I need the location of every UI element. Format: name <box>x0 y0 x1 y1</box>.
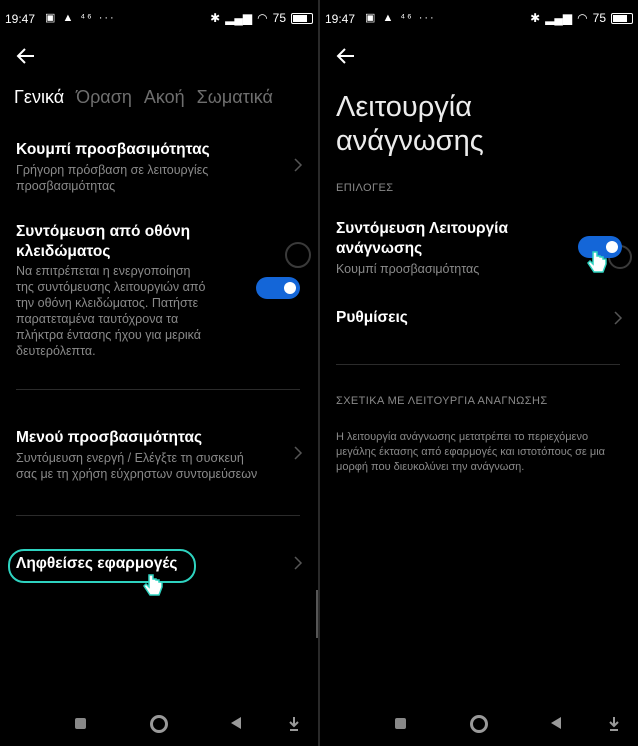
divider <box>16 515 300 516</box>
lockscreen-shortcut-title-1: Συντόμευση από οθόνη <box>16 223 191 240</box>
system-icons <box>530 11 633 25</box>
navigation-bar <box>320 710 638 738</box>
chevron-right-icon <box>292 157 304 173</box>
about-line-2: μεγάλης έκτασης από εφαρμογές και ιστοτόπους σε μια <box>336 446 606 458</box>
about-line-1: Η λειτουργία ανάγνωσης μετατρέπει το περιεχόμενο <box>336 431 589 443</box>
tab-hearing[interactable]: Ακοή <box>143 87 185 107</box>
page-title-line-2: ανάγνωσης <box>336 125 484 157</box>
about-description <box>336 430 626 475</box>
options-header: ΕΠΙΛΟΓΕΣ <box>336 182 394 194</box>
page-title-line-1: Λειτουργία <box>336 91 472 123</box>
lockscreen-shortcut-toggle[interactable] <box>256 277 300 299</box>
signal-icon: ▂▄▆ <box>545 11 573 25</box>
recents-icon[interactable] <box>75 718 86 729</box>
battery-icon <box>291 13 313 24</box>
accessibility-button-subtitle-2: προσβασιμότητας <box>16 179 116 193</box>
tab-vision[interactable]: Όραση <box>76 87 132 107</box>
page-title <box>336 90 484 158</box>
about-line-3: μορφή που διευκολύνει την ανάγνωση. <box>336 461 525 473</box>
battery-icon <box>611 13 633 24</box>
tab-general[interactable]: Γενικά <box>14 87 65 107</box>
signal-icon: ▂▄▆ <box>225 11 253 25</box>
lockscreen-desc-4: παρατεταμένα ταυτόχρονα τα <box>16 312 179 326</box>
lockscreen-desc-3: την οθόνη κλειδώματος. Πατήστε <box>16 296 199 310</box>
shortcut-subtitle: Κουμπί προσβασιμότητας <box>336 262 480 276</box>
wifi-icon: ◠ <box>577 11 588 25</box>
pointer-hand-icon <box>142 573 164 599</box>
notification-icons: ▣ ▲ ⁴⁶ ··· <box>365 12 436 24</box>
accessibility-menu-subtitle-2: σας με τη χρήση εύχρηστων συντομεύσεων <box>16 467 258 481</box>
home-icon[interactable] <box>150 715 168 733</box>
status-time: 19:47 <box>5 12 36 26</box>
divider <box>16 389 300 390</box>
settings-label: Ρυθμίσεις <box>336 309 408 326</box>
back-arrow-icon[interactable] <box>334 44 358 68</box>
chevron-right-icon <box>612 310 624 326</box>
status-bar <box>0 10 318 30</box>
toggle-knob <box>284 282 296 294</box>
pointer-hand-icon <box>586 250 608 276</box>
shortcut-title-2: ανάγνωσης <box>336 240 423 257</box>
shortcut-title-1: Συντόμευση Λειτουργία <box>336 220 509 237</box>
category-tabs <box>14 87 273 108</box>
home-icon[interactable] <box>470 715 488 733</box>
back-nav-icon[interactable] <box>550 716 562 730</box>
battery-level: 75 <box>272 11 286 25</box>
right-screen <box>320 0 638 746</box>
navigation-bar <box>0 710 318 738</box>
accessibility-menu-subtitle-1: Συντόμευση ενεργή / Ελέγξτε τη συσκευή <box>16 451 244 465</box>
lockscreen-desc-5: πλήκτρα έντασης ήχου για μερικά <box>16 328 201 342</box>
lockscreen-shortcut-title-2: κλειδώματος <box>16 243 111 260</box>
chevron-right-icon <box>292 555 304 571</box>
left-screen <box>0 0 318 746</box>
bluetooth-icon: ✱ <box>530 11 541 25</box>
back-arrow-icon[interactable] <box>14 44 38 68</box>
download-icon[interactable] <box>608 716 620 732</box>
notification-icons: ▣ ▲ ⁴⁶ ··· <box>45 12 116 24</box>
recents-icon[interactable] <box>395 718 406 729</box>
accessibility-button-title: Κουμπί προσβασιμότητας <box>16 141 210 158</box>
system-icons <box>210 11 313 25</box>
downloaded-apps-title: Ληφθείσες εφαρμογές <box>16 555 178 572</box>
download-icon[interactable] <box>288 716 300 732</box>
divider <box>336 364 620 365</box>
lockscreen-desc-1: Να επιτρέπεται η ενεργοποίηση <box>16 264 191 278</box>
back-nav-icon[interactable] <box>230 716 242 730</box>
status-bar <box>320 10 638 30</box>
about-header: ΣΧΕΤΙΚΑ ΜΕ ΛΕΙΤΟΥΡΓΙΑ ΑΝΑΓΝΩΣΗΣ <box>336 395 548 407</box>
accessibility-button-subtitle-1: Γρήγορη πρόσβαση σε λειτουργίες <box>16 163 209 177</box>
battery-level: 75 <box>592 11 606 25</box>
chevron-right-icon <box>292 445 304 461</box>
wifi-icon: ◠ <box>257 11 268 25</box>
lockscreen-desc-2: της συντόμευσης λειτουργιών από <box>16 280 206 294</box>
bluetooth-icon: ✱ <box>210 11 221 25</box>
tab-physical[interactable]: Σωματικά <box>196 87 273 107</box>
touch-indicator <box>285 242 311 268</box>
status-time: 19:47 <box>325 12 356 26</box>
accessibility-menu-title: Μενού προσβασιμότητας <box>16 429 203 446</box>
lockscreen-desc-6: δευτερόλεπτα. <box>16 344 96 358</box>
